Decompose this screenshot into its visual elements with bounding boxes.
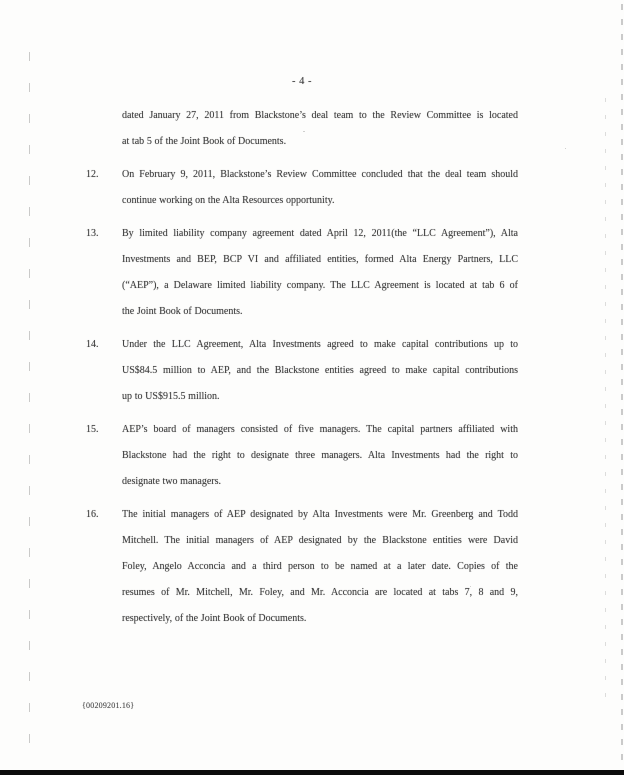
paragraph	[86, 221, 518, 325]
paragraph-number: 16.	[86, 509, 99, 520]
paragraph-line: On February 9, 2011, Blackstone’s Review Committee concluded that the deal team should	[122, 169, 518, 180]
paragraph-line: designate two managers.	[122, 476, 221, 487]
paragraph-line: up to US$915.5 million.	[122, 391, 220, 402]
paragraph-line: Investments and BEP, BCP VI and affiliated entities, formed Alta Energy Partners, LLC	[122, 254, 518, 265]
scan-artifact-right-edge	[621, 4, 623, 766]
paragraph-number: 14.	[86, 339, 99, 350]
paragraph-line: dated January 27, 2011 from Blackstone’s deal team to the Review Committee is located	[122, 110, 518, 121]
paragraph-line: Mitchell. The initial managers of AEP designated by the Blackstone entities were David	[122, 535, 518, 546]
paragraph-list	[86, 103, 518, 639]
paragraph-line: continue working on the Alta Resources opportunity.	[122, 195, 335, 206]
paragraph-line: the Joint Book of Documents.	[122, 306, 243, 317]
page-number: - 4 -	[292, 76, 312, 87]
paragraph-line: Blackstone had the right to designate three managers. Alta Investments had the right to	[122, 450, 518, 461]
scan-bottom-edge-bar	[0, 770, 624, 775]
paragraph-line: By limited liability company agreement dated April 12, 2011(the “LLC Agreement”), Alta	[122, 228, 518, 239]
scan-speck	[565, 148, 566, 149]
paragraph-number: 12.	[86, 169, 99, 180]
paragraph-line: (“AEP”), a Delaware limited liability company. The LLC Agreement is located at tab 6 of	[122, 280, 518, 291]
paragraph-number: 15.	[86, 424, 99, 435]
paragraph-line: Foley, Angelo Acconcia and a third person to be named at a later date. Copies of the	[122, 561, 518, 572]
paragraph	[86, 502, 518, 632]
scan-artifact-right-dotted-line	[605, 98, 606, 704]
paragraph-line: The initial managers of AEP designated by Alta Investments were Mr. Greenberg and Todd	[122, 509, 518, 520]
paragraph	[122, 103, 518, 155]
paragraph	[86, 162, 518, 214]
paragraph-line: AEP’s board of managers consisted of five managers. The capital partners affiliated with	[122, 424, 518, 435]
paragraph	[86, 417, 518, 495]
paragraph-line: respectively, of the Joint Book of Documents.	[122, 613, 307, 624]
paragraph	[86, 332, 518, 410]
paragraph-line: US$84.5 million to AEP, and the Blackstone entities agreed to make capital contributions	[122, 365, 518, 376]
paragraph-line: Under the LLC Agreement, Alta Investments agreed to make capital contributions up to	[122, 339, 518, 350]
paragraph-line: resumes of Mr. Mitchell, Mr. Foley, and Mr. Acconcia are located at tabs 7, 8 and 9,	[122, 587, 518, 598]
scan-artifact-left-edge	[29, 52, 30, 754]
paragraph-number: 13.	[86, 228, 99, 239]
paragraph-line: at tab 5 of the Joint Book of Documents.	[122, 136, 287, 147]
document-id-stamp: {00209201.16}	[82, 701, 135, 710]
